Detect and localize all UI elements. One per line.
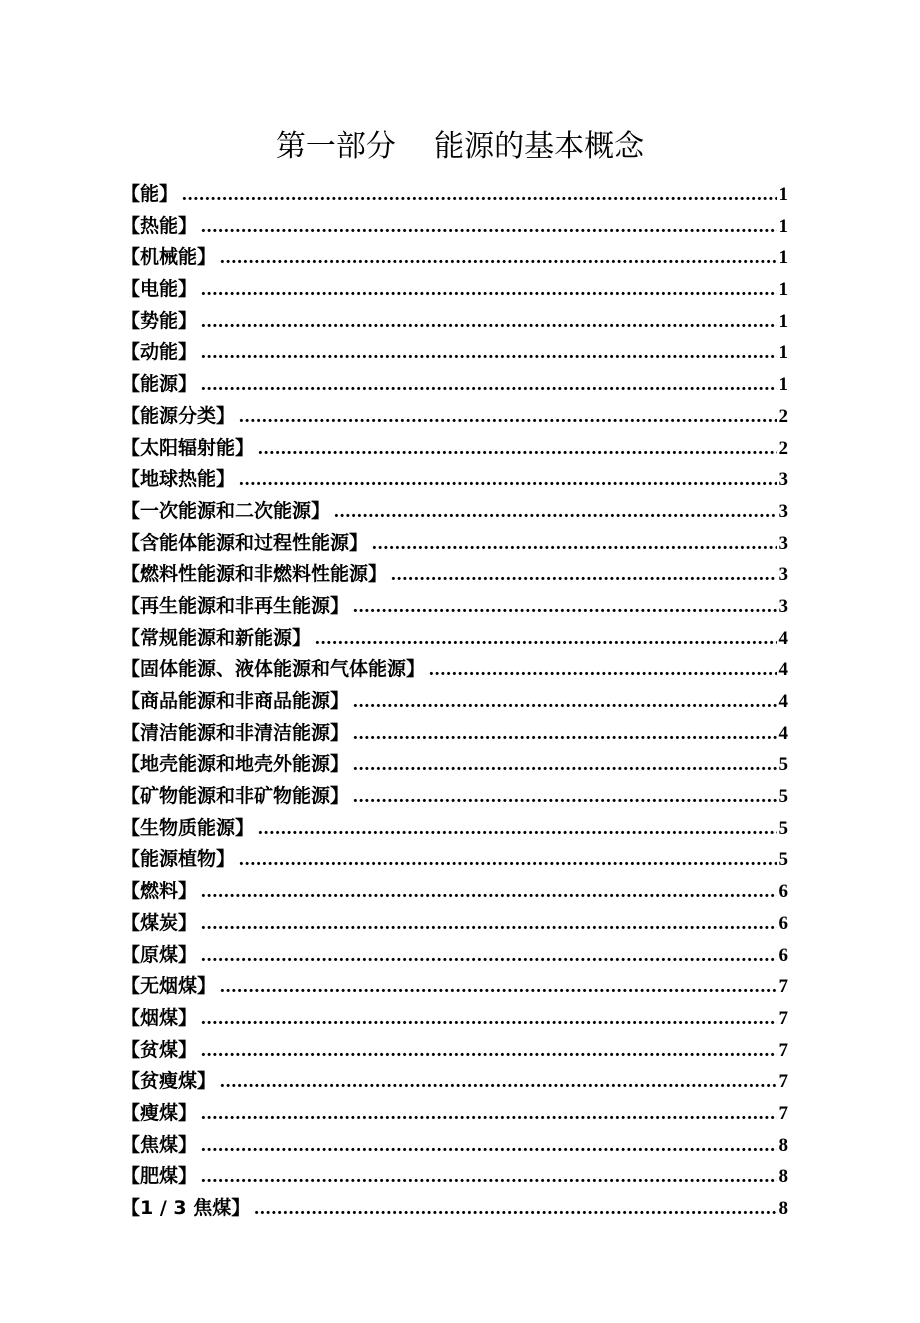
toc-entry-label: 【矿物能源和非矿物能源】 — [121, 785, 350, 808]
toc-page-number: 5 — [778, 817, 788, 839]
toc-entry[interactable] — [121, 1098, 788, 1130]
toc-dot-leader — [201, 940, 776, 972]
toc-page-number: 2 — [778, 437, 788, 459]
toc-dot-leader — [372, 528, 776, 560]
toc-page-number: 1 — [778, 184, 788, 205]
toc-dot-leader — [239, 464, 776, 496]
toc-entry[interactable] — [121, 242, 788, 274]
toc-entry-label: 【肥煤】 — [121, 1165, 198, 1188]
toc-dot-leader — [353, 686, 776, 718]
toc-entry[interactable] — [121, 274, 788, 306]
toc-entry-label: 【势能】 — [121, 309, 198, 332]
toc-entry[interactable] — [121, 211, 788, 243]
toc-entry[interactable] — [121, 940, 788, 972]
toc-entry-label: 【瘦煤】 — [121, 1101, 198, 1124]
toc-dot-leader — [258, 813, 776, 845]
toc-page-number: 7 — [778, 1007, 788, 1029]
toc-page-number: 6 — [778, 912, 788, 934]
toc-dot-leader — [201, 1003, 776, 1035]
toc-entry-label: 【无烟煤】 — [121, 975, 217, 998]
toc-entry[interactable] — [121, 559, 788, 591]
toc-dot-leader — [239, 844, 776, 876]
toc-entry[interactable] — [121, 876, 788, 908]
toc-entry[interactable] — [121, 1161, 788, 1193]
toc-entry[interactable] — [121, 971, 788, 1003]
page-title: 第一部分 能源的基本概念 — [275, 129, 645, 164]
toc-entry[interactable] — [121, 528, 788, 560]
toc-page-number: 8 — [778, 1134, 788, 1156]
toc-entry[interactable] — [121, 654, 788, 686]
toc-page-number: 4 — [778, 659, 788, 681]
toc-entry[interactable] — [121, 749, 788, 781]
toc-page-number: 3 — [778, 595, 788, 617]
toc-entry[interactable] — [121, 306, 788, 338]
toc-page-number: 2 — [778, 405, 788, 427]
toc-dot-leader — [334, 496, 776, 528]
toc-dot-leader — [239, 401, 776, 433]
toc-dot-leader — [391, 559, 776, 591]
toc-dot-leader — [182, 179, 776, 211]
toc-page-number: 6 — [778, 944, 788, 966]
toc-entry[interactable] — [121, 1035, 788, 1067]
toc-entry[interactable] — [121, 433, 788, 465]
toc-entry-label: 【再生能源和非再生能源】 — [121, 594, 350, 617]
table-of-contents — [121, 179, 788, 1225]
toc-dot-leader — [429, 654, 776, 686]
toc-page-number: 4 — [778, 691, 788, 712]
toc-dot-leader — [315, 623, 776, 655]
toc-entry-label: 【煤炭】 — [121, 911, 198, 934]
toc-dot-leader — [201, 1161, 776, 1193]
toc-page-number: 7 — [778, 976, 788, 998]
toc-dot-leader — [254, 1193, 776, 1225]
toc-entry-label: 【贫瘦煤】 — [121, 1070, 217, 1093]
toc-dot-leader — [201, 306, 776, 338]
toc-entry[interactable] — [121, 718, 788, 750]
toc-entry-label: 【贫煤】 — [121, 1038, 198, 1061]
toc-page-number: 1 — [778, 215, 788, 237]
toc-entry-label: 【燃料性能源和非燃料性能源】 — [121, 563, 388, 586]
toc-entry[interactable] — [121, 908, 788, 940]
toc-page-number: 7 — [778, 1102, 788, 1124]
toc-entry[interactable] — [121, 844, 788, 876]
toc-entry-label: 【热能】 — [121, 214, 198, 237]
toc-entry-label: 【烟煤】 — [121, 1006, 198, 1029]
toc-entry[interactable] — [121, 337, 788, 369]
toc-entry-label: 【能源植物】 — [121, 848, 236, 871]
toc-entry-label: 【原煤】 — [121, 943, 198, 966]
toc-entry[interactable] — [121, 179, 788, 211]
toc-entry-label: 【焦煤】 — [121, 1133, 198, 1156]
toc-entry-label: 【地壳能源和地壳外能源】 — [121, 753, 350, 776]
toc-page-number: 5 — [778, 754, 788, 776]
toc-entry-label: 【能】 — [121, 183, 179, 205]
toc-entry[interactable] — [121, 1003, 788, 1035]
toc-dot-leader — [201, 1035, 776, 1067]
toc-entry[interactable] — [121, 686, 788, 718]
toc-dot-leader — [201, 274, 776, 306]
toc-page-number: 4 — [778, 627, 788, 649]
toc-page-number: 8 — [778, 1198, 788, 1219]
toc-dot-leader — [220, 1066, 776, 1098]
toc-page-number: 8 — [778, 1166, 788, 1188]
toc-entry-label: 【含能体能源和过程性能源】 — [121, 531, 369, 554]
toc-page-number: 4 — [778, 722, 788, 744]
toc-entry[interactable] — [121, 1130, 788, 1162]
toc-page-number: 3 — [778, 564, 788, 586]
toc-entry-label: 【燃料】 — [121, 880, 198, 903]
toc-entry-label: 【电能】 — [121, 278, 198, 301]
toc-entry[interactable] — [121, 591, 788, 623]
toc-page-number: 5 — [778, 786, 788, 808]
toc-dot-leader — [220, 242, 776, 274]
toc-page-number: 1 — [778, 342, 788, 364]
toc-page-number: 1 — [778, 374, 788, 396]
toc-page-number: 1 — [778, 279, 788, 301]
toc-page-number: 7 — [778, 1071, 788, 1093]
toc-entry-label: 【固体能源、液体能源和气体能源】 — [121, 658, 426, 681]
toc-dot-leader — [353, 591, 776, 623]
toc-dot-leader — [353, 781, 776, 813]
toc-entry-label: 【一次能源和二次能源】 — [121, 499, 331, 522]
toc-dot-leader — [201, 369, 776, 401]
toc-page-number: 7 — [778, 1039, 788, 1061]
toc-dot-leader — [220, 971, 776, 1003]
toc-dot-leader — [201, 211, 776, 243]
toc-entry-label: 【机械能】 — [121, 246, 217, 269]
toc-entry[interactable] — [121, 369, 788, 401]
toc-entry-label: 【1 / 3 焦煤】 — [121, 1197, 251, 1219]
toc-page-number: 3 — [778, 500, 788, 522]
toc-entry-label: 【太阳辐射能】 — [121, 436, 255, 459]
toc-entry[interactable] — [121, 781, 788, 813]
toc-dot-leader — [201, 1098, 776, 1130]
toc-dot-leader — [201, 908, 776, 940]
toc-dot-leader — [353, 718, 776, 750]
toc-entry[interactable] — [121, 464, 788, 496]
toc-entry[interactable] — [121, 401, 788, 433]
toc-entry[interactable] — [121, 1193, 788, 1225]
toc-dot-leader — [201, 1130, 776, 1162]
toc-entry[interactable] — [121, 496, 788, 528]
toc-dot-leader — [258, 433, 776, 465]
toc-entry-label: 【动能】 — [121, 341, 198, 364]
toc-page-number: 3 — [778, 469, 788, 491]
toc-entry-label: 【商品能源和非商品能源】 — [121, 690, 350, 712]
toc-dot-leader — [201, 337, 776, 369]
toc-dot-leader — [201, 876, 776, 908]
toc-page-number: 1 — [778, 310, 788, 332]
toc-page-number: 3 — [778, 532, 788, 554]
toc-entry[interactable] — [121, 813, 788, 845]
toc-page-number: 5 — [778, 849, 788, 871]
toc-entry-label: 【生物质能源】 — [121, 816, 255, 839]
toc-page-number: 1 — [778, 247, 788, 269]
toc-entry-label: 【清洁能源和非清洁能源】 — [121, 721, 350, 744]
toc-page-number: 6 — [778, 881, 788, 903]
toc-entry-label: 【能源】 — [121, 373, 198, 396]
toc-entry-label: 【常规能源和新能源】 — [121, 626, 312, 649]
toc-entry[interactable] — [121, 623, 788, 655]
toc-entry-label: 【地球热能】 — [121, 468, 236, 491]
toc-dot-leader — [353, 749, 776, 781]
toc-entry[interactable] — [121, 1066, 788, 1098]
toc-entry-label: 【能源分类】 — [121, 404, 236, 427]
